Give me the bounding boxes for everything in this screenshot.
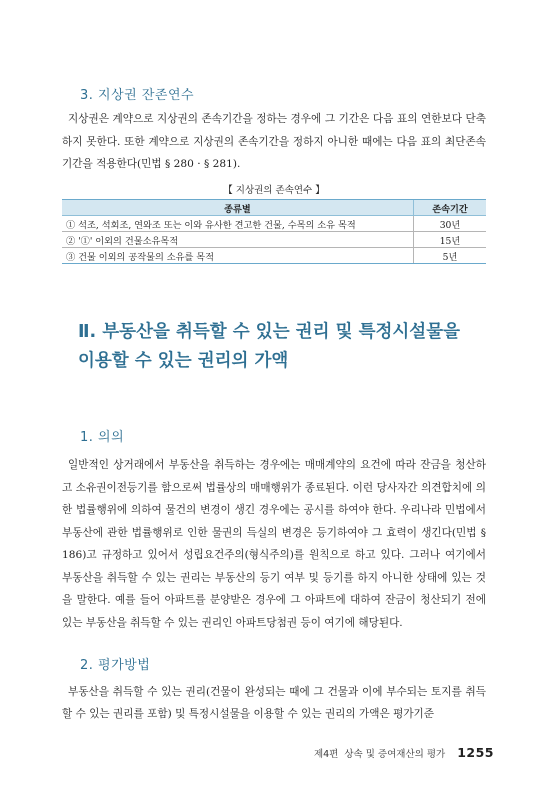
chapter-title-line1: Ⅱ. 부동산을 취득할 수 있는 권리 및 특정시설물을 [78,322,461,342]
row-kind: ① 석조, 석회조, 연와조 또는 이와 유사한 견고한 건물, 수목의 소유 목적 [62,216,414,232]
section-heading: 2. 평가방법 [80,658,151,673]
row-period: 5년 [414,248,487,264]
row-kind: ② '①' 이외의 건물소유목적 [62,232,414,248]
table-row [62,248,486,264]
table-caption: 【 지상권의 존속연수 】 [223,185,325,196]
body-paragraph: 부동산을 취득할 수 있는 권리(건물이 완성되는 때에 그 건물과 이에 부수되는 토지를 취득할 수 있는 권리를 포함) 및 특정시설물을 이용할 수 있는 권리의 가액은 평가기준 [62,686,486,720]
section-heading: 1. 의의 [80,430,125,445]
footer-part: 제4편 [313,749,339,760]
chapter-title-line2: 이용할 수 있는 권리의 가액 [78,351,289,371]
page-footer [314,745,494,760]
table-header-row [62,200,486,216]
footer-title: 상속 및 증여재산의 평가 [344,749,446,760]
page-number: 1255 [457,745,494,760]
row-period: 30년 [414,216,487,232]
header-period: 존속기간 [414,200,487,216]
row-kind: ③ 건물 이외의 공작물의 소유를 목적 [62,248,414,264]
header-kind: 종류별 [62,200,414,216]
section-heading: 3. 지상권 잔존연수 [80,88,195,103]
chapter-title [78,318,498,376]
body-paragraph: 일반적인 상거래에서 부동산을 취득하는 경우에는 매매계약의 요건에 따라 잔금을 청산하고 소유권이전등기를 함으로써 법률상의 매매행위가 종료된다. 이런 당사자간 의견합치에 의한 법률행위에 의하여 물건의 변경이 생긴 경우에는 공시를 하여야 한다. 우리나라 민법에서 부동산에 관한 법률행위로 인한 물권의 득실의 변경은 등기하여야 그 효력이 생긴다(민법 § 186)고 규정하고 있어서 성립요건주의(형식주의)를 원칙으로 하고 있다. 그러나 여기에서 부동산을 취득할 수 있는 권리는 부동산의 등기 여부 및 등기를 하지 아니한 상태에 있는 것을 말한다. 예를 들어 아파트를 분양받은 경우에 그 아파트에 대하여 잔금이 청산되기 전에 있는 부동산을 취득할 수 있는 권리인 아파트당첨권 등이 여기에 해당된다. [62,459,486,629]
table-row [62,216,486,232]
body-paragraph: 지상권은 계약으로 지상권의 존속기간을 정하는 경우에 그 기간은 다음 표의 연한보다 단축하지 못한다. 또한 계약으로 지상권의 존속기간을 정하지 아니한 때에는 다음 표의 최단존속기간을 적용한다(민법 § 280 · § 281). [62,113,486,170]
table-row [62,232,486,248]
duration-table [62,199,486,264]
row-period: 15년 [414,232,487,248]
